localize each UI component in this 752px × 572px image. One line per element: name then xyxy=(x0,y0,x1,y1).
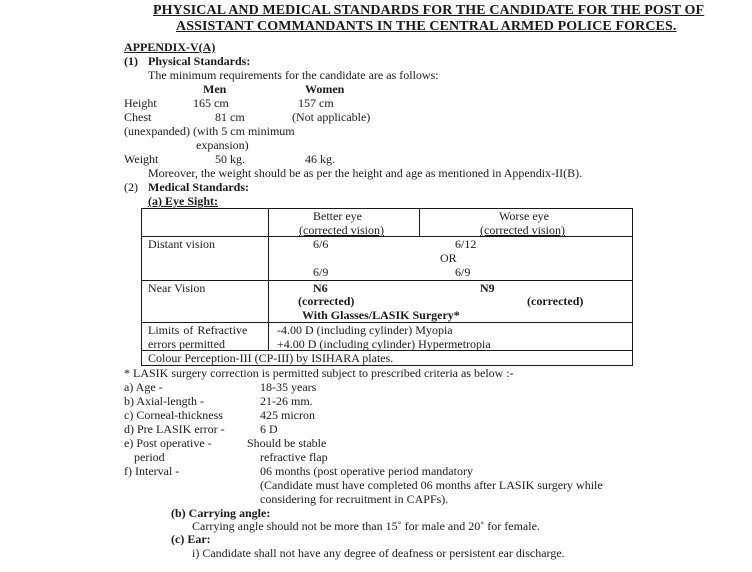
distant-worse-value-2: 6/9 xyxy=(455,265,471,279)
worse-eye-header: Worse eye xyxy=(499,209,550,223)
criteria-value: refractive flap xyxy=(260,450,328,464)
refractive-label-1: Limits of Refractive xyxy=(148,323,248,337)
height-label: Height xyxy=(124,96,157,110)
ear-text: i) Candidate shall not have any degree of deafness or persistent ear discharge. xyxy=(192,546,565,560)
col-men-header: Men xyxy=(203,82,227,96)
criteria-label: d) Pre LASIK error - xyxy=(124,422,225,436)
refractive-value-1: -4.00 D (including cylinder) Myopia xyxy=(277,323,453,337)
refractive-label-2: errors permitted xyxy=(148,337,225,351)
criteria-label: c) Corneal-thickness xyxy=(124,408,223,422)
criteria-value: 06 months (post operative period mandatory xyxy=(260,464,473,478)
carrying-angle-heading: (b) Carrying angle: xyxy=(171,506,271,520)
colour-perception: Colour Perception-III (CP-III) by ISIHARA plates. xyxy=(148,351,394,365)
interval-note-2: considering for recruitment in CAPFs). xyxy=(260,492,449,506)
distant-vision-label: Distant vision xyxy=(148,237,216,251)
col-women-header: Women xyxy=(305,82,345,96)
height-men: 165 cm xyxy=(193,96,229,110)
distant-or-text: OR xyxy=(440,251,457,265)
section2-number: (2) xyxy=(124,180,138,194)
chest-note-1: (unexpanded) (with 5 cm minimum xyxy=(124,124,295,138)
worse-eye-note: (corrected vision) xyxy=(480,223,565,237)
criteria-value: 6 D xyxy=(260,422,278,436)
chest-women: (Not applicable) xyxy=(292,110,371,124)
distant-better-value-2: 6/9 xyxy=(313,265,329,279)
criteria-value: 18-35 years xyxy=(260,380,317,394)
weight-men: 50 kg. xyxy=(215,152,245,166)
chest-men: 81 cm xyxy=(215,110,245,124)
glasses-note: With Glasses/LASIK Surgery* xyxy=(302,308,460,322)
ear-heading: (c) Ear: xyxy=(171,532,211,546)
criteria-label: period xyxy=(134,450,165,464)
section2-heading: Medical Standards: xyxy=(148,180,250,194)
chest-note-2: expansion) xyxy=(196,138,249,152)
weight-women: 46 kg. xyxy=(305,152,335,166)
section1-heading: Physical Standards: xyxy=(148,54,251,68)
near-vision-label: Near Vision xyxy=(148,281,206,295)
criteria-value: 425 micron xyxy=(260,408,315,422)
chest-label: Chest xyxy=(124,110,152,124)
refractive-value-2: +4.00 D (including cylinder) Hypermetropia xyxy=(277,337,491,351)
near-worse-value: N9 xyxy=(480,281,495,295)
criteria-label: e) Post operative - xyxy=(124,436,212,450)
criteria-label: a) Age - xyxy=(124,380,163,394)
criteria-label: f) Interval - xyxy=(124,464,180,478)
criteria-value: Should be stable xyxy=(247,436,327,450)
eye-sight-heading: (a) Eye Sight: xyxy=(148,194,218,208)
appendix-label: APPENDIX-V(A) xyxy=(124,40,216,54)
carrying-angle-text: Carrying angle should not be more than 15˚ for male and 20˚ for female. xyxy=(192,519,540,533)
near-worse-note: (corrected) xyxy=(527,294,584,308)
weight-label: Weight xyxy=(124,152,159,166)
near-better-note: (corrected) xyxy=(298,294,355,308)
criteria-value: 21-26 mm. xyxy=(260,394,313,408)
near-better-value: N6 xyxy=(313,281,328,295)
criteria-label: b) Axial-length - xyxy=(124,394,204,408)
distant-better-value-1: 6/6 xyxy=(313,237,329,251)
title-line-2: ASSISTANT COMMANDANTS IN THE CENTRAL ARMED POLICE FORCES. xyxy=(176,19,677,34)
section1-intro: The minimum requirements for the candidate are as follows: xyxy=(148,68,439,82)
lasik-note: * LASIK surgery correction is permitted subject to prescribed criteria as below :- xyxy=(124,366,514,380)
title-line-1: PHYSICAL AND MEDICAL STANDARDS FOR THE CANDIDATE FOR THE POST OF xyxy=(153,3,705,18)
better-eye-note: (corrected vision) xyxy=(299,223,384,237)
interval-note-1: (Candidate must have completed 06 months after LASIK surgery while xyxy=(260,478,603,492)
section1-number: (1) xyxy=(124,54,138,68)
height-women: 157 cm xyxy=(298,96,334,110)
distant-worse-value-1: 6/12 xyxy=(455,237,477,251)
better-eye-header: Better eye xyxy=(313,209,362,223)
weight-note: Moreover, the weight should be as per the height and age as mentioned in Appendix-II(B). xyxy=(148,166,583,180)
